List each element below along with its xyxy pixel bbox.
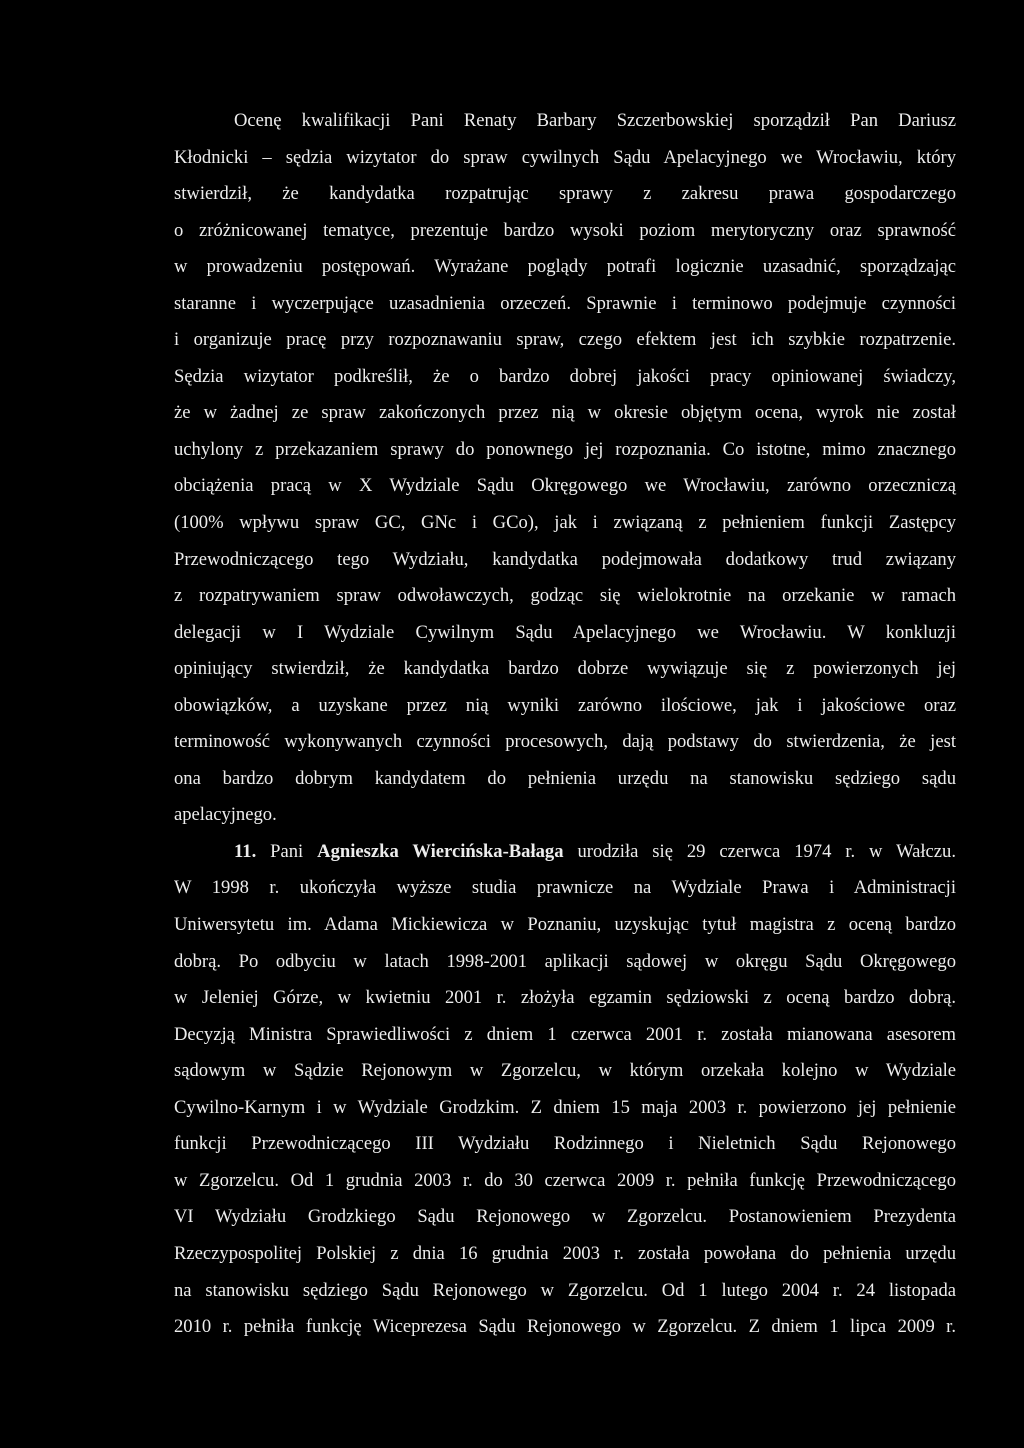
text-line: dobrą. Po odbyciu w latach 1998-2001 aplikacji sądowej w okręgu Sądu Okręgowego — [174, 950, 956, 972]
text-line: VI Wydziału Grodzkiego Sądu Rejonowego w Zgorzelcu. Postanowieniem Prezydenta — [174, 1206, 956, 1228]
text-line: obowiązków, a uzyskane przez nią wyniki zarówno ilościowe, jak i jakościowe oraz — [174, 694, 956, 716]
text-line: z rozpatrywaniem spraw odwoławczych, godząc się wielokrotnie na orzekanie w ramach — [174, 585, 956, 607]
text-line: terminowość wykonywanych czynności procesowych, dają podstawy do stwierdzenia, że jest — [174, 731, 956, 753]
text-line: funkcji Przewodniczącego III Wydziału Rodzinnego i Nieletnich Sądu Rejonowego — [174, 1133, 956, 1155]
paragraph-assessment — [174, 103, 956, 834]
candidate-heading-line — [174, 834, 956, 871]
paragraph-candidate-11 — [174, 834, 956, 1346]
text-line: i organizuje pracę przy rozpoznawaniu spraw, czego efektem jest ich szybkie rozpatrzenie. — [174, 329, 956, 351]
text-line: Rzeczypospolitej Polskiej z dnia 16 grudnia 2003 r. została powołana do pełnienia urzędu — [174, 1242, 956, 1264]
text-line: Sędzia wizytator podkreślił, że o bardzo dobrej jakości pracy opiniowanej świadczy, — [174, 365, 956, 387]
text-line: ona bardzo dobrym kandydatem do pełnienia urzędu na stanowisku sędziego sądu — [174, 767, 956, 789]
text-line: w Zgorzelcu. Od 1 grudnia 2003 r. do 30 czerwca 2009 r. pełniła funkcję Przewodniczącego — [174, 1169, 956, 1191]
text-line: 2010 r. pełniła funkcję Wiceprezesa Sądu Rejonowego w Zgorzelcu. Z dniem 1 lipca 2009 r. — [174, 1316, 956, 1338]
text-line: obciążenia pracą w X Wydziale Sądu Okręgowego we Wrocławiu, zarówno orzeczniczą — [174, 475, 956, 497]
text-line: Uniwersytetu im. Adama Mickiewicza w Poznaniu, uzyskując tytuł magistra z oceną bardzo — [174, 914, 956, 936]
text-line: W 1998 r. ukończyła wyższe studia prawnicze na Wydziale Prawa i Administracji — [174, 877, 956, 899]
text-line: uchylony z przekazaniem sprawy do ponownego jej rozpoznania. Co istotne, mimo znacznego — [174, 438, 956, 460]
text-line: że w żadnej ze spraw zakończonych przez nią w okresie objętym ocena, wyrok nie został — [174, 402, 956, 424]
text-line: Decyzją Ministra Sprawiedliwości z dniem 1 czerwca 2001 r. została mianowana asesorem — [174, 1023, 956, 1045]
text-span: Pani — [270, 840, 304, 862]
text-line: apelacyjnego. — [174, 804, 277, 826]
text-line: sądowym w Sądzie Rejonowym w Zgorzelcu, w którym orzekała kolejno w Wydziale — [174, 1060, 956, 1082]
candidate-name: Agnieszka Wiercińska-Bałaga — [317, 840, 564, 862]
text-line: Ocenę kwalifikacji Pani Renaty Barbary Szczerbowskiej sporządził Pan Dariusz — [234, 110, 956, 131]
text-line: delegacji w I Wydziale Cywilnym Sądu Apelacyjnego we Wrocławiu. W konkluzji — [174, 621, 956, 643]
text-line: opiniujący stwierdził, że kandydatka bardzo dobrze wywiązuje się z powierzonych jej — [174, 658, 956, 680]
text-line: na stanowisku sędziego Sądu Rejonowego w Zgorzelcu. Od 1 lutego 2004 r. 24 listopada — [174, 1279, 956, 1301]
document-page — [174, 103, 956, 1346]
text-line: w Jeleniej Górze, w kwietniu 2001 r. złożyła egzamin sędziowski z oceną bardzo dobrą. — [174, 987, 956, 1009]
text-line: o zróżnicowanej tematyce, prezentuje bardzo wysoki poziom merytoryczny oraz sprawność — [174, 219, 956, 241]
paragraph-number: 11. — [234, 840, 257, 862]
text-line: w prowadzeniu postępowań. Wyrażane poglądy potrafi logicznie uzasadnić, sporządzając — [174, 256, 956, 278]
text-line: Kłodnicki – sędzia wizytator do spraw cywilnych Sądu Apelacyjnego we Wrocławiu, który — [174, 146, 956, 168]
text-line: Przewodniczącego tego Wydziału, kandydatka podejmowała dodatkowy trud związany — [174, 548, 956, 570]
text-span: urodziła się 29 czerwca 1974 r. w Wałczu. — [577, 840, 957, 862]
text-line: stwierdził, że kandydatka rozpatrując sprawy z zakresu prawa gospodarczego — [174, 183, 956, 205]
text-line: Cywilno-Karnym i w Wydziale Grodzkim. Z dniem 15 maja 2003 r. powierzono jej pełnienie — [174, 1096, 956, 1118]
text-line: staranne i wyczerpujące uzasadnienia orzeczeń. Sprawnie i terminowo podejmuje czynności — [174, 292, 956, 314]
text-line: (100% wpływu spraw GC, GNc i GCo), jak i związaną z pełnieniem funkcji Zastępcy — [174, 512, 956, 534]
